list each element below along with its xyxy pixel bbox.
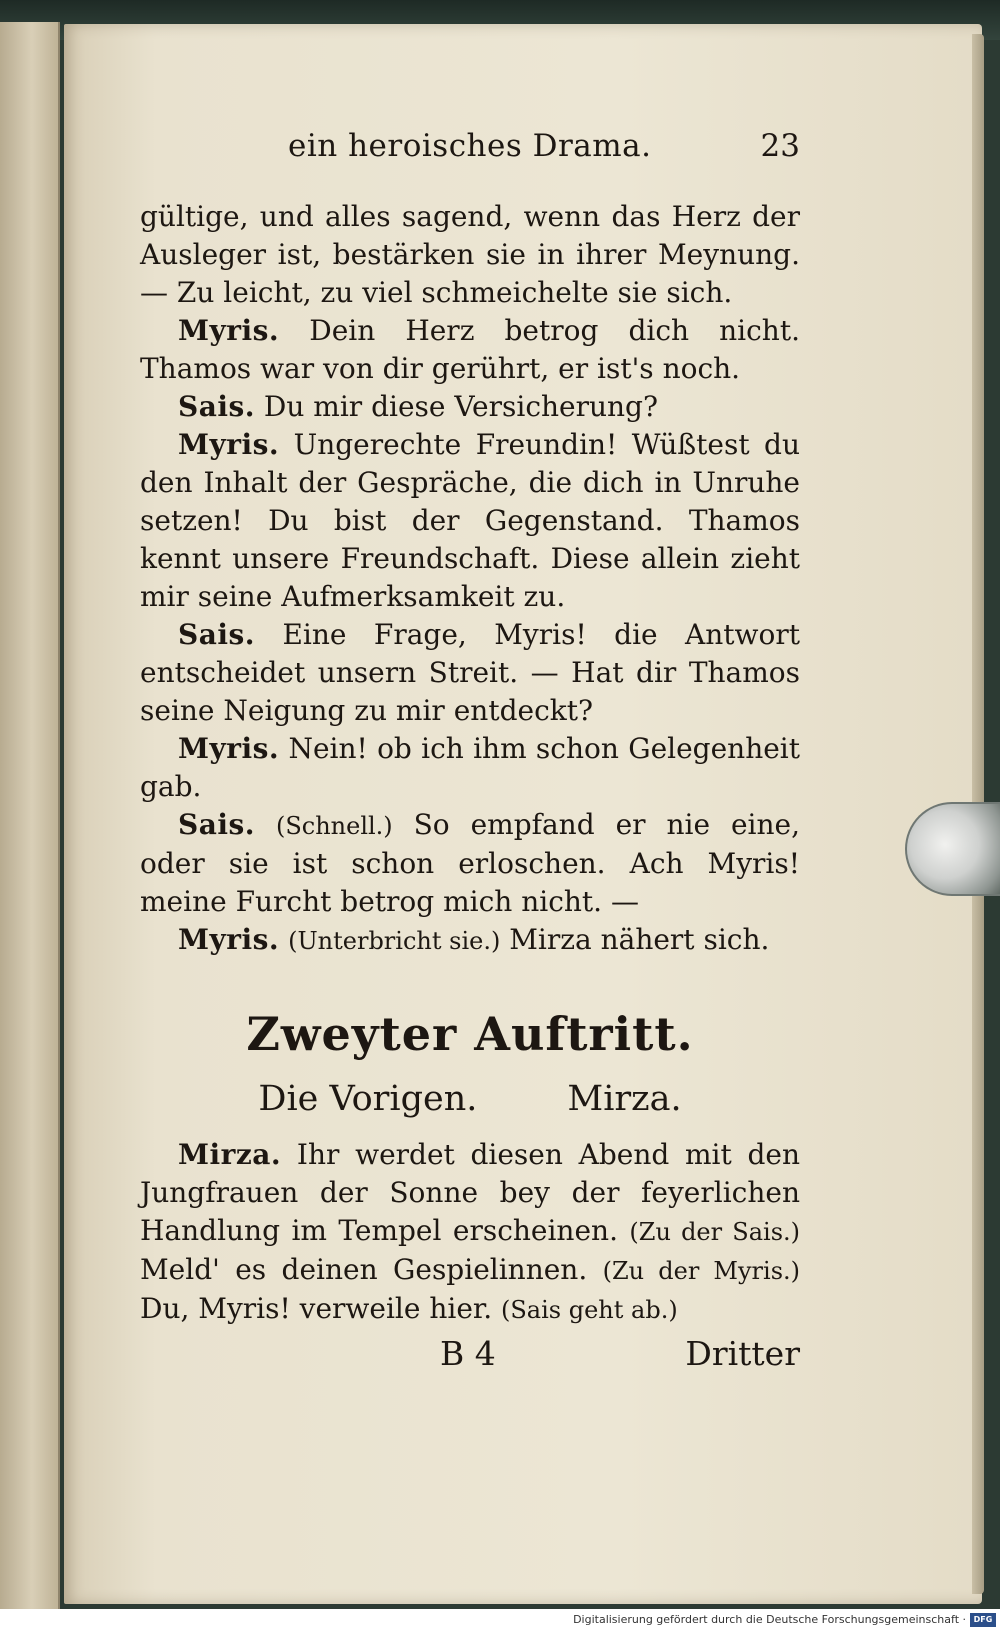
running-title: ein heroisches Drama.: [288, 128, 652, 164]
speaker-name: Myris.: [178, 732, 280, 765]
speaker-name: Sais.: [178, 618, 256, 651]
cast-list: [140, 1076, 800, 1122]
page-body: [140, 198, 800, 1329]
stage-direction: (Zu der Myris.): [602, 1257, 800, 1285]
credit-text: Digitalisierung gefördert durch die Deutsche Forschungsgemeinschaft ·: [573, 1613, 966, 1626]
paragraph-text: So empfand er nie eine, oder sie ist schon erloschen. Ach Myris! meine Furcht betrog mich nicht. —: [140, 808, 800, 918]
speaker-name: Sais.: [178, 808, 256, 841]
signature-mark: B 4: [440, 1334, 496, 1373]
page-number: 23: [760, 128, 800, 164]
paragraph-3: [140, 388, 800, 426]
page-clip: [905, 802, 1000, 896]
catchword: Dritter: [685, 1334, 800, 1373]
paragraph-text: Nein! ob ich ihm schon Gelegenheit gab.: [140, 732, 800, 803]
paragraph-text: Ihr werdet diesen Abend mit den Jungfrauen der Sonne bey der feyerlichen Handlung im Tempel erscheinen.: [140, 1138, 800, 1247]
digitization-credit: [0, 1609, 1000, 1631]
stage-direction: (Schnell.): [275, 812, 393, 840]
speaker-name: Myris.: [178, 923, 280, 956]
speaker-name: Myris.: [178, 428, 280, 461]
speaker-name: Mirza.: [178, 1138, 282, 1171]
paragraph-1: [140, 198, 800, 312]
paragraph-8: [140, 921, 800, 960]
page-footer: [140, 1334, 800, 1382]
cast-left: Die Vorigen.: [258, 1079, 478, 1119]
paragraph-2: [140, 312, 800, 388]
paragraph-text: Dein Herz betrog dich nicht. Thamos war von dir gerührt, er ist's noch.: [140, 314, 800, 385]
facing-page-edge: [0, 22, 60, 1612]
paragraph-text: Du, Myris! verweile hier.: [140, 1292, 493, 1325]
paragraph-7: [140, 806, 800, 921]
dfg-logo: DFG: [970, 1613, 996, 1627]
paragraph-closing: [140, 1136, 800, 1329]
paragraph-text: Meld' es deinen Gespielinnen.: [140, 1253, 588, 1286]
paragraph-4: [140, 426, 800, 616]
speaker-name: Sais.: [178, 390, 256, 423]
stage-direction: (Zu der Sais.): [629, 1218, 801, 1246]
paragraph-5: [140, 616, 800, 730]
scene-heading: Zweyter Auftritt.: [246, 1007, 694, 1061]
stage-direction: (Sais geht ab.): [501, 1296, 678, 1324]
paragraph-text: Ungerechte Freundin! Wüßtest du den Inhalt der Gespräche, die dich in Unruhe setzen! Du bist der Gegenstand. Thamos kennt unsere Freundschaft. Diese allein zieht mir seine Aufmerksamkeit zu.: [140, 428, 800, 613]
speaker-name: Myris.: [178, 314, 280, 347]
paragraph-text: Eine Frage, Myris! die Antwort entscheidet unsern Streit. — Hat dir Thamos seine Neigung zu mir entdeckt?: [140, 618, 800, 727]
paragraph-text: Mirza nähert sich.: [509, 923, 770, 956]
cast-right: Mirza.: [567, 1079, 682, 1119]
paragraph-text: Du mir diese Versicherung?: [263, 390, 658, 423]
running-header: [140, 128, 800, 172]
paragraph-text: gültige, und alles sagend, wenn das Herz der Ausleger ist, bestärken sie in ihrer Meynung. — Zu leicht, zu viel schmeichelte sie sich.: [140, 200, 800, 309]
stage-direction: (Unterbricht sie.): [288, 927, 501, 955]
paragraph-6: [140, 730, 800, 806]
